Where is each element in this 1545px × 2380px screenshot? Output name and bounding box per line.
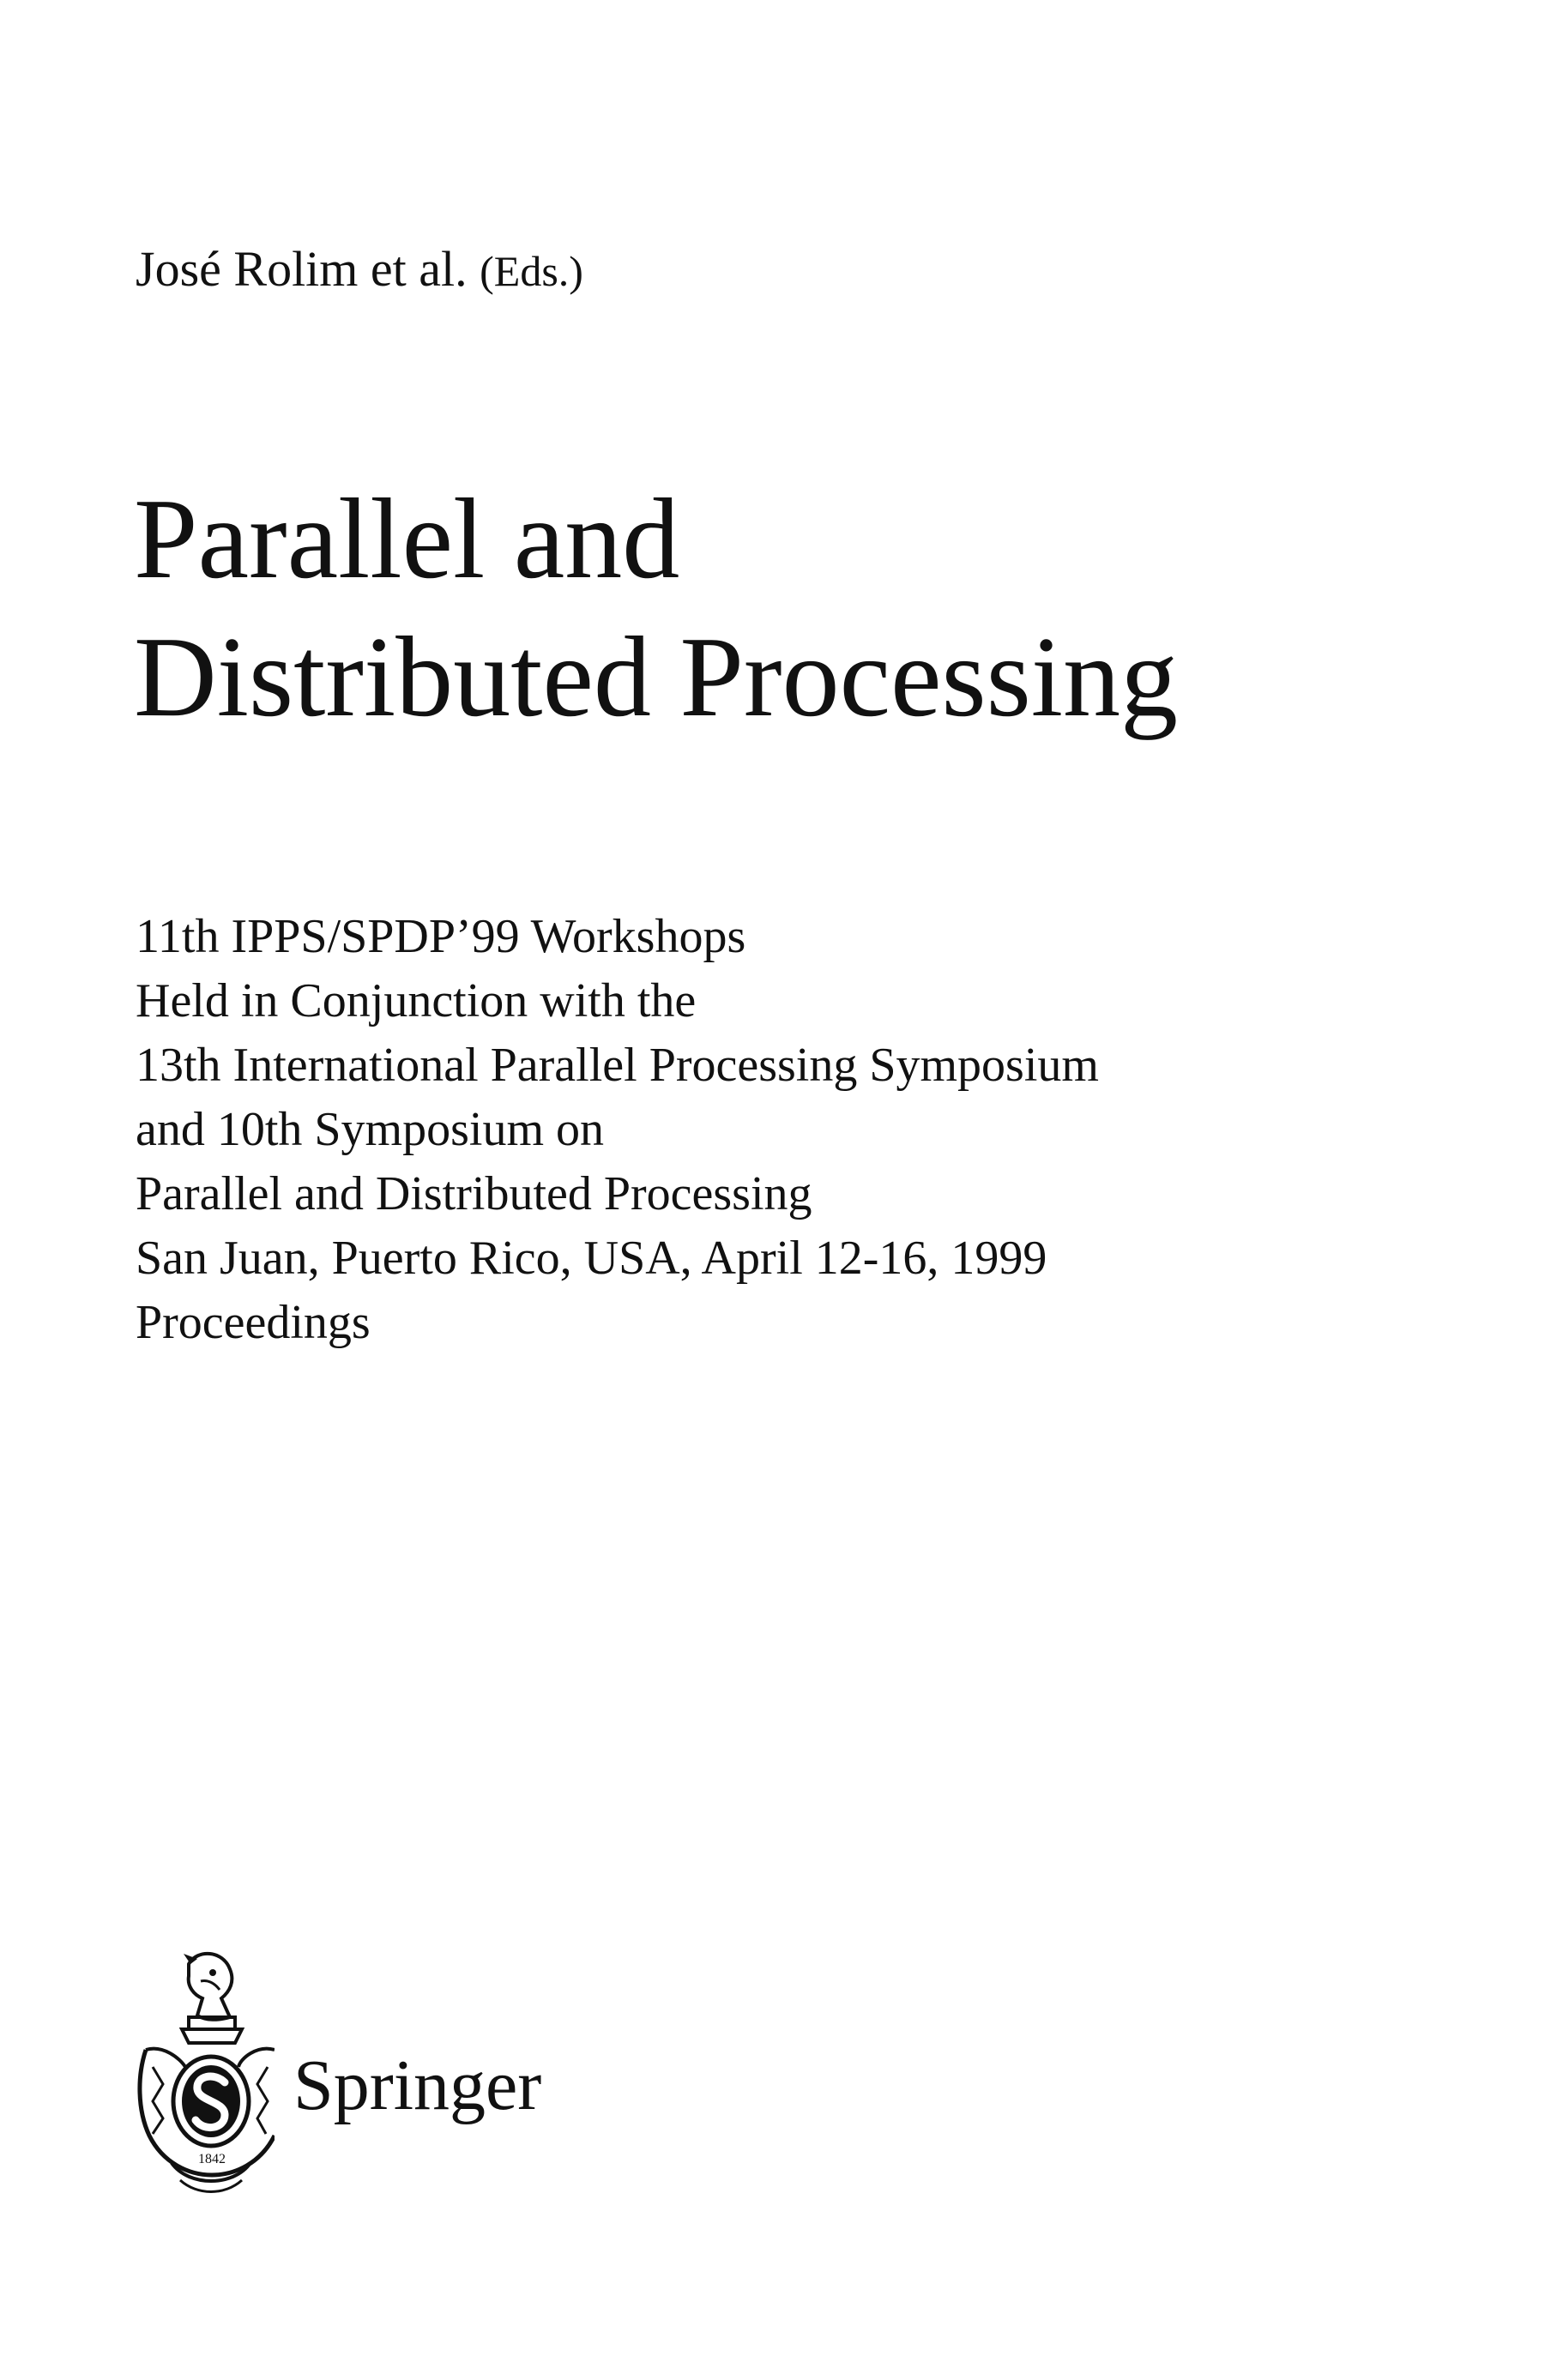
logo-year: 1842	[198, 2152, 226, 2166]
subtitle-line: and 10th Symposium on	[136, 1103, 605, 1156]
editors-line	[136, 242, 583, 297]
springer-knight-logo-icon	[129, 1938, 275, 2196]
book-title-line-2: Distributed Processing	[134, 612, 1179, 740]
subtitle-line: Parallel and Distributed Processing	[136, 1167, 812, 1220]
subtitle-line: 11th IPPS/SPDP’99 Workshops	[136, 910, 746, 963]
publisher-block	[129, 1938, 575, 2196]
book-title-line-1: Parallel and	[134, 475, 680, 602]
subtitle-line: Held in Conjunction with the	[136, 974, 697, 1027]
book-subtitle	[136, 905, 1099, 1355]
subtitle-line: Proceedings	[136, 1296, 371, 1349]
subtitle-line: San Juan, Puerto Rico, USA, April 12-16, 1999	[136, 1232, 1047, 1285]
publisher-name: Springer	[293, 2046, 542, 2125]
editors-suffix: (Eds.)	[480, 247, 583, 295]
editors-names: José Rolim et al.	[136, 241, 468, 297]
book-title	[134, 470, 1178, 746]
subtitle-line: 13th International Parallel Processing Symposium	[136, 1039, 1099, 1092]
